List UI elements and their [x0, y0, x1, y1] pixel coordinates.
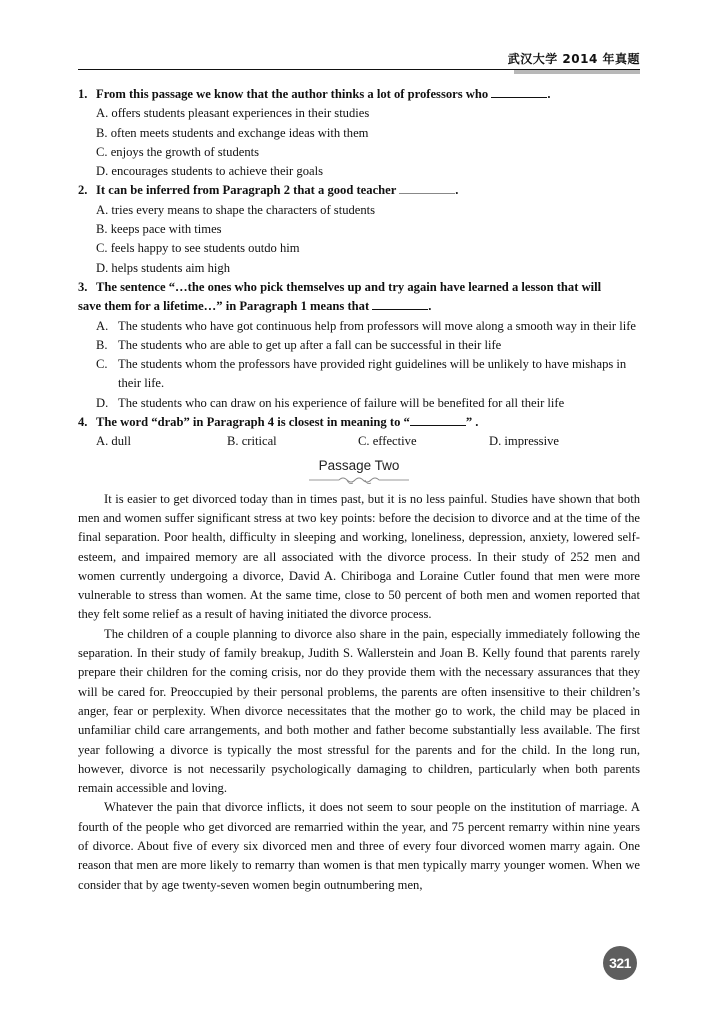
- option: C. feels happy to see students outdo him: [96, 241, 300, 256]
- question-2: 2. It can be inferred from Paragraph 2 that a good teacher . A. tries every means to shape the characters of students B. keeps pace with times C. feels happy to see students outdo him D. helps students aim high: [78, 181, 640, 277]
- option: A. offers students pleasant experiences in their studies: [96, 106, 370, 121]
- answer-blank: [399, 181, 455, 194]
- passage-paragraph: The children of a couple planning to divorce also share in the pain, especially immediately following the separation. In their study of family breakup, Judith S. Wallerstein and Joan B. Kelly found that parents rarely prepare their children for the coming crisis, nor do they provide them with the necessary assurances that they will be cared for. Preoccupied by their personal problems, the parents are often insensitive to their children’s anger, fear or perplexity. When divorce necessitates that the mother go to work, the child may be placed in unfamiliar child care arrangements, and both mother and father become substantially less available. The first year following a divorce is typically the most stressful for the parents and for the child. In the long run, however, divorce is not necessarily psychologically damaging to children, particularly when both parents remain accessible and loving.: [78, 626, 640, 796]
- option: B. keeps pace with times: [96, 222, 222, 237]
- question-3: 3. The sentence “…the ones who pick themselves up and try again have learned a lesson that will save them for a lifetime…” in Paragraph 1 means that . A. The students who have got continuous help from professors will move along a smooth way in their life B. The students who are able to get up after a fall can be successful in their life C. The students whom the professors have provided right guidelines will be unlikely to have mishaps in their life. D. The students who can draw on his experience of failure will be benefited for all their life: [78, 278, 640, 413]
- option: D. impressive: [489, 434, 559, 449]
- option: C. The students whom the professors have provided right guidelines will be unlikely to have mishaps in their life.: [96, 357, 627, 391]
- question-number: 2.: [78, 183, 88, 198]
- question-stem-continued: save them for a lifetime…” in Paragraph 1 means that: [78, 299, 370, 314]
- ornament-divider-icon: [78, 474, 640, 486]
- question-stem: The sentence “…the ones who pick themselves up and try again have learned a lesson that will: [96, 279, 602, 294]
- option: B. often meets students and exchange ideas with them: [96, 125, 369, 140]
- question-4: 4. The word “drab” in Paragraph 4 is closest in meaning to “ ” . A. dull B. critical C. effective D. impressive: [78, 413, 640, 452]
- option: C. enjoys the growth of students: [96, 144, 260, 159]
- question-stem: It can be inferred from Paragraph 2 that a good teacher: [96, 183, 397, 198]
- page-number-badge: 321: [603, 946, 637, 980]
- question-number: 3.: [78, 279, 88, 294]
- options-row: [78, 432, 640, 451]
- option: A. dull: [96, 434, 131, 449]
- answer-blank: [491, 85, 547, 98]
- passage-title: Passage Two: [318, 457, 400, 473]
- option: C. effective: [358, 434, 417, 449]
- option: D. encourages students to achieve their goals: [96, 164, 323, 179]
- option: D. helps students aim high: [96, 260, 230, 275]
- answer-blank: [410, 413, 466, 426]
- option: B. The students who are able to get up after a fall can be successful in their life: [96, 337, 502, 352]
- passage-paragraph: It is easier to get divorced today than in times past, but it is no less painful. Studies have shown that both men and women suffer significant stress at two key points: before the decision to divorce and at the time of the final separation. Poor health, difficulty in sleeping and working, loneliness, depression, anxiety, lowered self-esteem, and impaired memory are all associated with the divorce process. In their study of 252 men and women currently undergoing a divorce, David A. Chiriboga and Loraine Cutler found that men were more vulnerable to stress than women. At the same time, close to 50 percent of both men and women reported that they felt some relief as a result of having initiated the divorce process.: [78, 491, 640, 622]
- running-header-title: 武汉大学 2014 年真题: [507, 52, 640, 66]
- question-stem: The word “drab” in Paragraph 4 is closest in meaning to “: [96, 415, 410, 430]
- question-stem: From this passage we know that the author thinks a lot of professors who: [96, 87, 489, 101]
- option: D. The students who can draw on his experience of failure will be benefited for all their life: [96, 395, 565, 410]
- option: A. tries every means to shape the characters of students: [96, 202, 376, 217]
- question-number: 1.: [78, 87, 88, 101]
- option: B. critical: [227, 434, 277, 449]
- page-content: [78, 85, 640, 895]
- question-number: 4.: [78, 415, 88, 430]
- header-accent-bar: [514, 70, 640, 74]
- question-1: 1. From this passage we know that the author thinks a lot of professors who . A. offers students pleasant experiences in their studies B. often meets students and exchange ideas with them C. enjoys the growth of students D. encourages students to achieve their goals: [78, 85, 640, 181]
- option: A. The students who have got continuous help from professors will move along a smooth way in their life: [96, 318, 636, 333]
- answer-blank: [372, 297, 428, 310]
- passage-paragraph: Whatever the pain that divorce inflicts, it does not seem to sour people on the institution of marriage. A fourth of the people who get divorced are remarried within the year, and 75 percent remarry within nine years of divorce. About five of every six divorced men and three of every four divorced women marry again. One reason that men are more likely to remarry than women is that men typically marry younger women. When we consider that by age twenty-seven women begin outnumbering men,: [78, 800, 640, 892]
